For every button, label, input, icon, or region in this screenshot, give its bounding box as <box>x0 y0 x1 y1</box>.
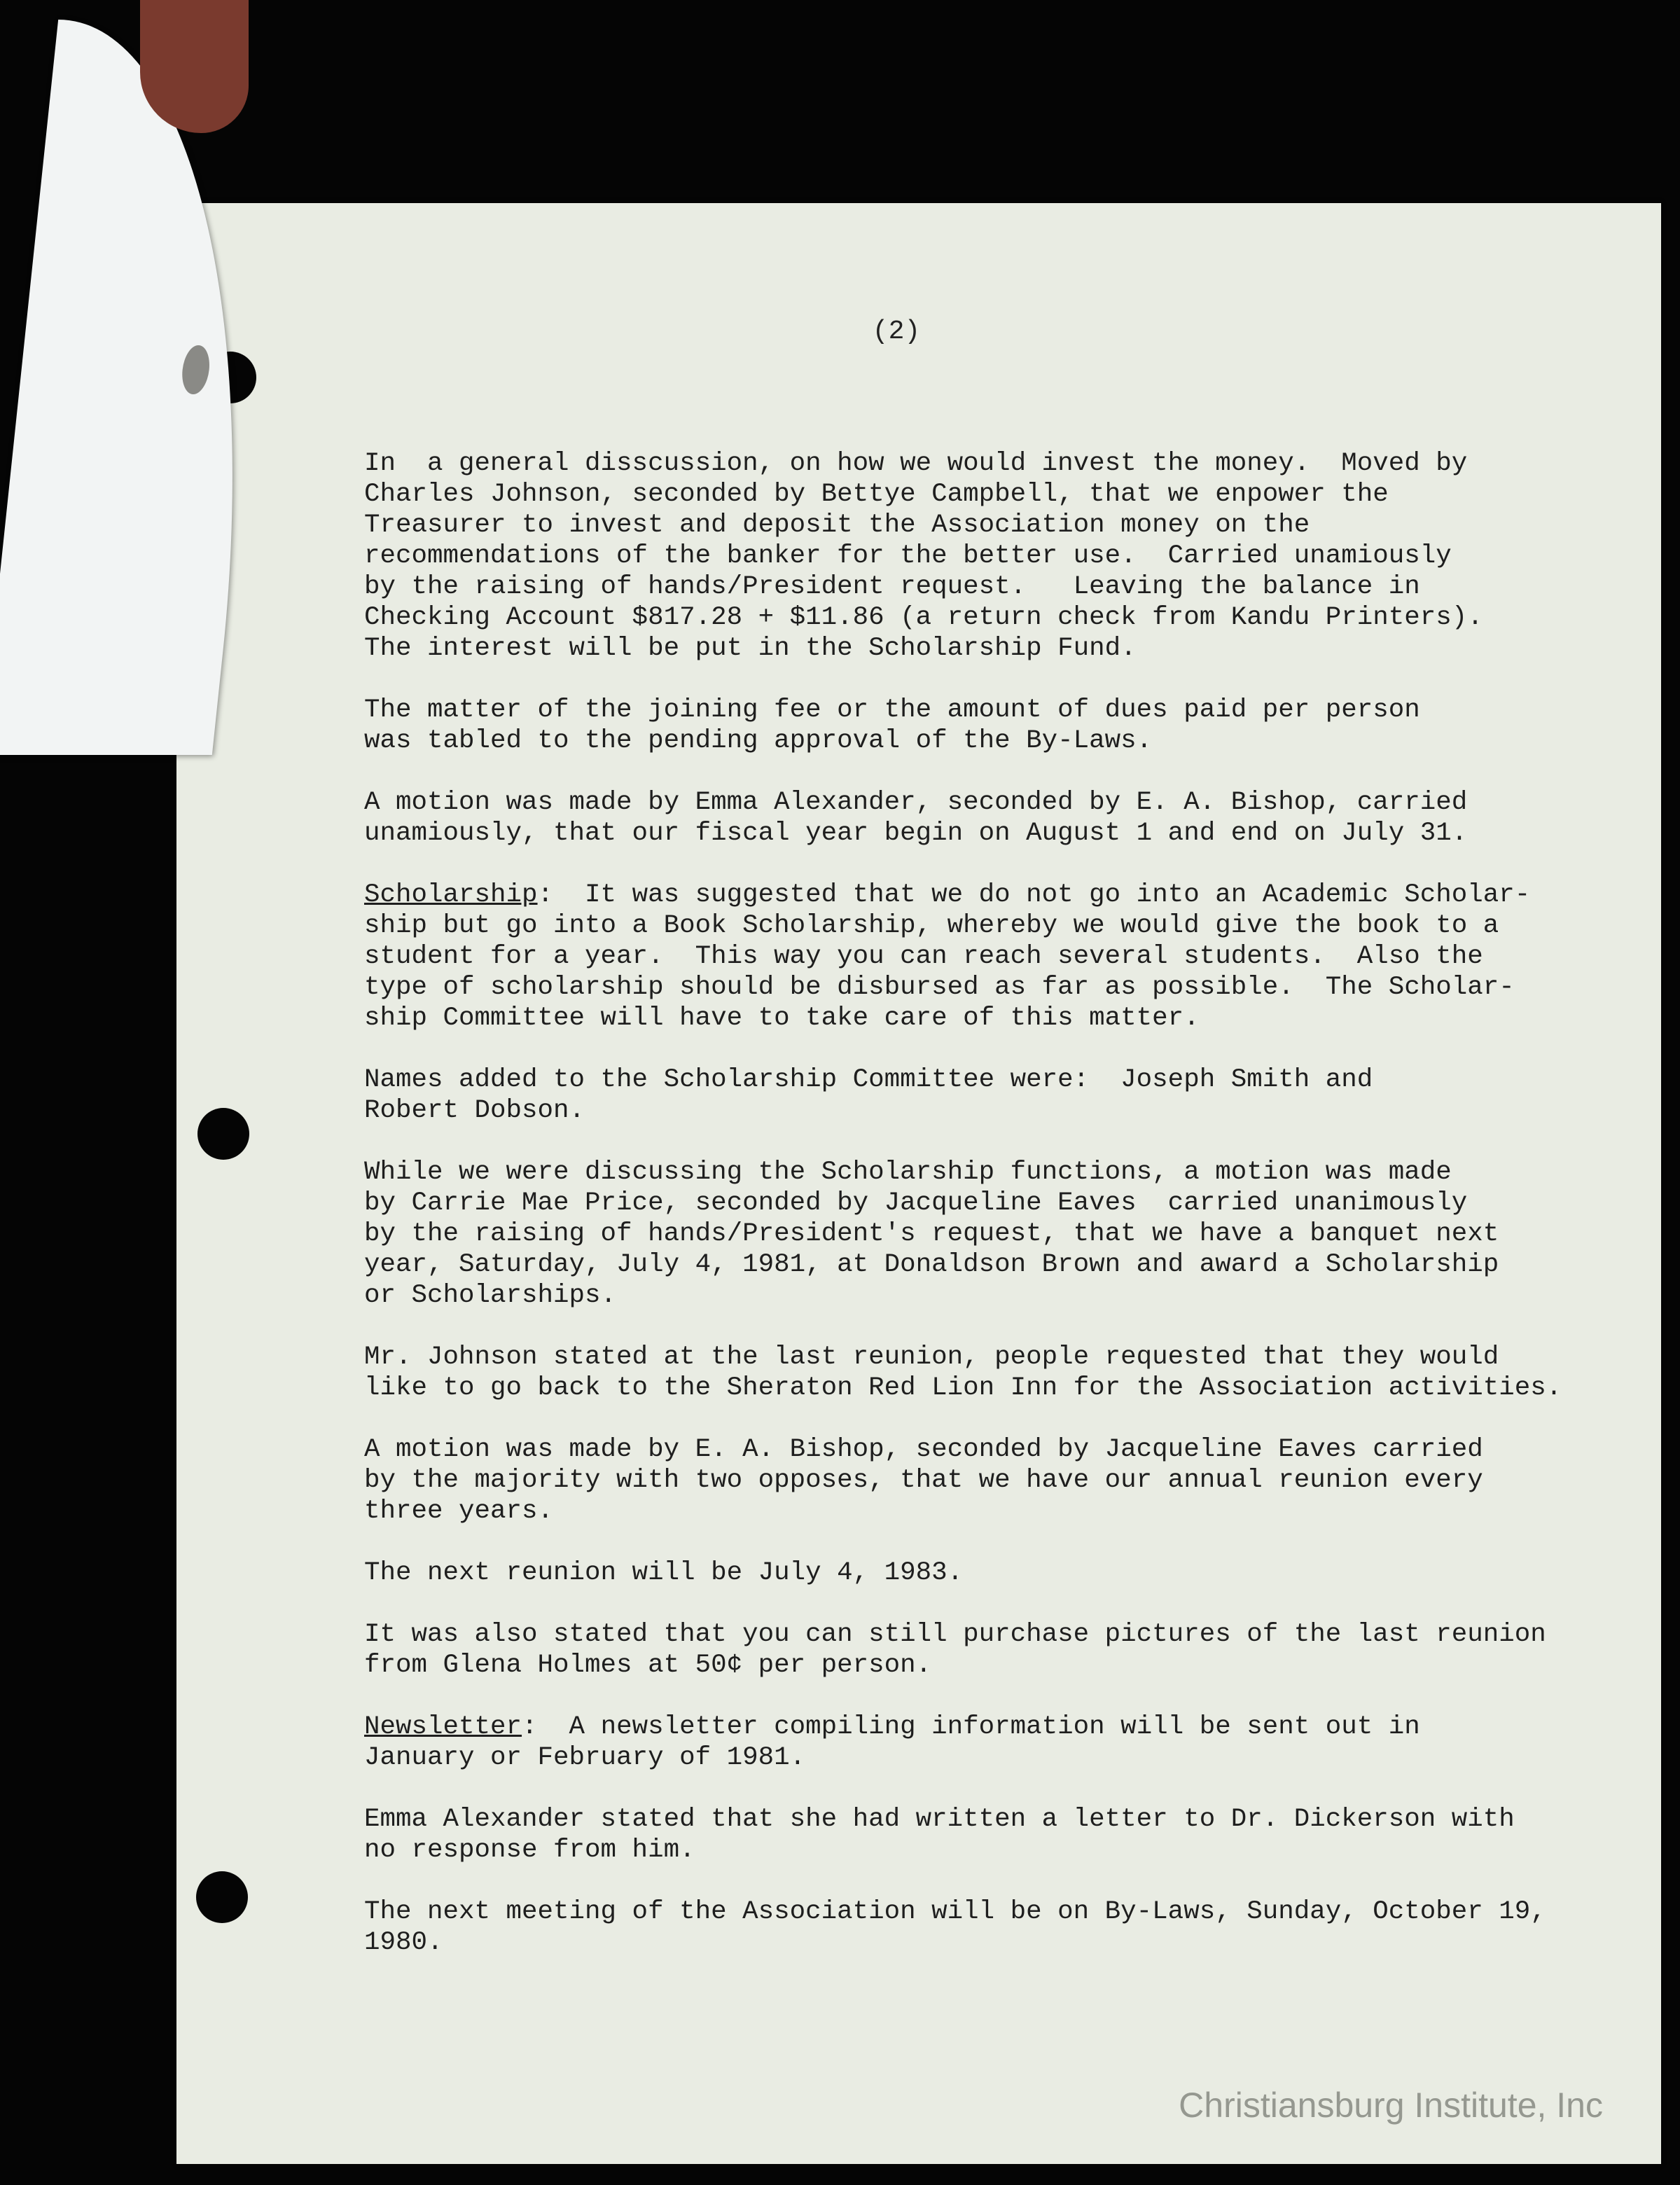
line: Robert Dobson. <box>364 1096 585 1125</box>
line: by the raising of hands/President's request, that we have a banquet next <box>364 1219 1499 1249</box>
paragraph <box>364 1064 1527 1126</box>
line: The next meeting of the Association will be on By-Laws, Sunday, October 19, <box>364 1897 1546 1927</box>
line: Mr. Johnson stated at the last reunion, people requested that they would <box>364 1343 1499 1372</box>
line: by the raising of hands/President request. Leaving the balance in <box>364 572 1420 602</box>
minutes-body <box>364 448 1562 1989</box>
line: by the majority with two opposes, that we have our annual reunion every <box>364 1466 1483 1495</box>
line: A motion was made by E. A. Bishop, seconded by Jacqueline Eaves carried <box>364 1435 1483 1464</box>
line: Charles Johnson, seconded by Bettye Campbell, that we enpower the <box>364 480 1389 509</box>
line: recommendations of the banker for the better use. Carried unamiously <box>364 541 1452 571</box>
paragraph <box>364 787 1527 849</box>
line: was tabled to the pending approval of the By-Laws. <box>364 726 1153 756</box>
watermark: Christiansburg Institute, Inc <box>1179 2086 1603 2125</box>
line <box>364 1712 1527 1742</box>
line: type of scholarship should be disbursed as far as possible. The Scholar- <box>364 973 1515 1002</box>
line: year, Saturday, July 4, 1981, at Donaldson Brown and award a Scholarship <box>364 1250 1499 1279</box>
line: Treasurer to invest and deposit the Association money on the <box>364 511 1310 540</box>
paragraph <box>364 1804 1527 1866</box>
line: A motion was made by Emma Alexander, seconded by E. A. Bishop, carried <box>364 788 1468 817</box>
paragraph <box>364 880 1531 1034</box>
paragraph <box>364 1712 1527 1773</box>
paragraph <box>364 1434 1527 1527</box>
holding-finger <box>140 0 249 133</box>
paragraph <box>364 1157 1527 1311</box>
paragraph <box>364 1342 1562 1403</box>
line: three years. <box>364 1497 554 1526</box>
page-number: (2) <box>872 317 921 347</box>
line: no response from him. <box>364 1836 695 1865</box>
line: Names added to the Scholarship Committee were: Joseph Smith and <box>364 1065 1373 1095</box>
line: January or February of 1981. <box>364 1743 806 1773</box>
section-heading: Newsletter <box>364 1712 522 1742</box>
line: The interest will be put in the Scholarship Fund. <box>364 634 1137 663</box>
line: 1980. <box>364 1928 443 1957</box>
line: ship Committee will have to take care of this matter. <box>364 1004 1200 1033</box>
line: The matter of the joining fee or the amount of dues paid per person <box>364 695 1420 725</box>
line-text: : It was suggested that we do not go into an Academic Scholar- <box>537 880 1531 910</box>
paragraph <box>364 1558 1527 1588</box>
line: In a general disscussion, on how we would invest the money. Moved by <box>364 449 1468 478</box>
line: It was also stated that you can still purchase pictures of the last reunion <box>364 1620 1546 1649</box>
line: student for a year. This way you can reach several students. Also the <box>364 942 1483 971</box>
line: unamiously, that our fiscal year begin on August 1 and end on July 31. <box>364 819 1468 848</box>
line: While we were discussing the Scholarship functions, a motion was made <box>364 1158 1452 1187</box>
line: Checking Account $817.28 + $11.86 (a return check from Kandu Printers). <box>364 603 1483 632</box>
line: Emma Alexander stated that she had written a letter to Dr. Dickerson with <box>364 1805 1515 1834</box>
line: like to go back to the Sheraton Red Lion Inn for the Association activities. <box>364 1373 1562 1403</box>
paragraph <box>364 695 1527 756</box>
binder-hole-bottom <box>196 1871 248 1923</box>
line: ship but go into a Book Scholarship, whereby we would give the book to a <box>364 911 1499 941</box>
paragraph <box>364 1619 1546 1681</box>
paragraph <box>364 448 1527 664</box>
section-heading: Scholarship <box>364 880 538 910</box>
line: or Scholarships. <box>364 1281 617 1310</box>
line-text: : A newsletter compiling information will be sent out in <box>522 1712 1420 1742</box>
line: from Glena Holmes at 50¢ per person. <box>364 1651 932 1680</box>
paragraph <box>364 1896 1546 1958</box>
binder-hole-middle <box>197 1108 249 1160</box>
line: by Carrie Mae Price, seconded by Jacqueline Eaves carried unanimously <box>364 1188 1468 1218</box>
line: The next reunion will be July 4, 1983. <box>364 1558 964 1588</box>
curled-page-hole <box>180 345 211 394</box>
line <box>364 880 1531 910</box>
